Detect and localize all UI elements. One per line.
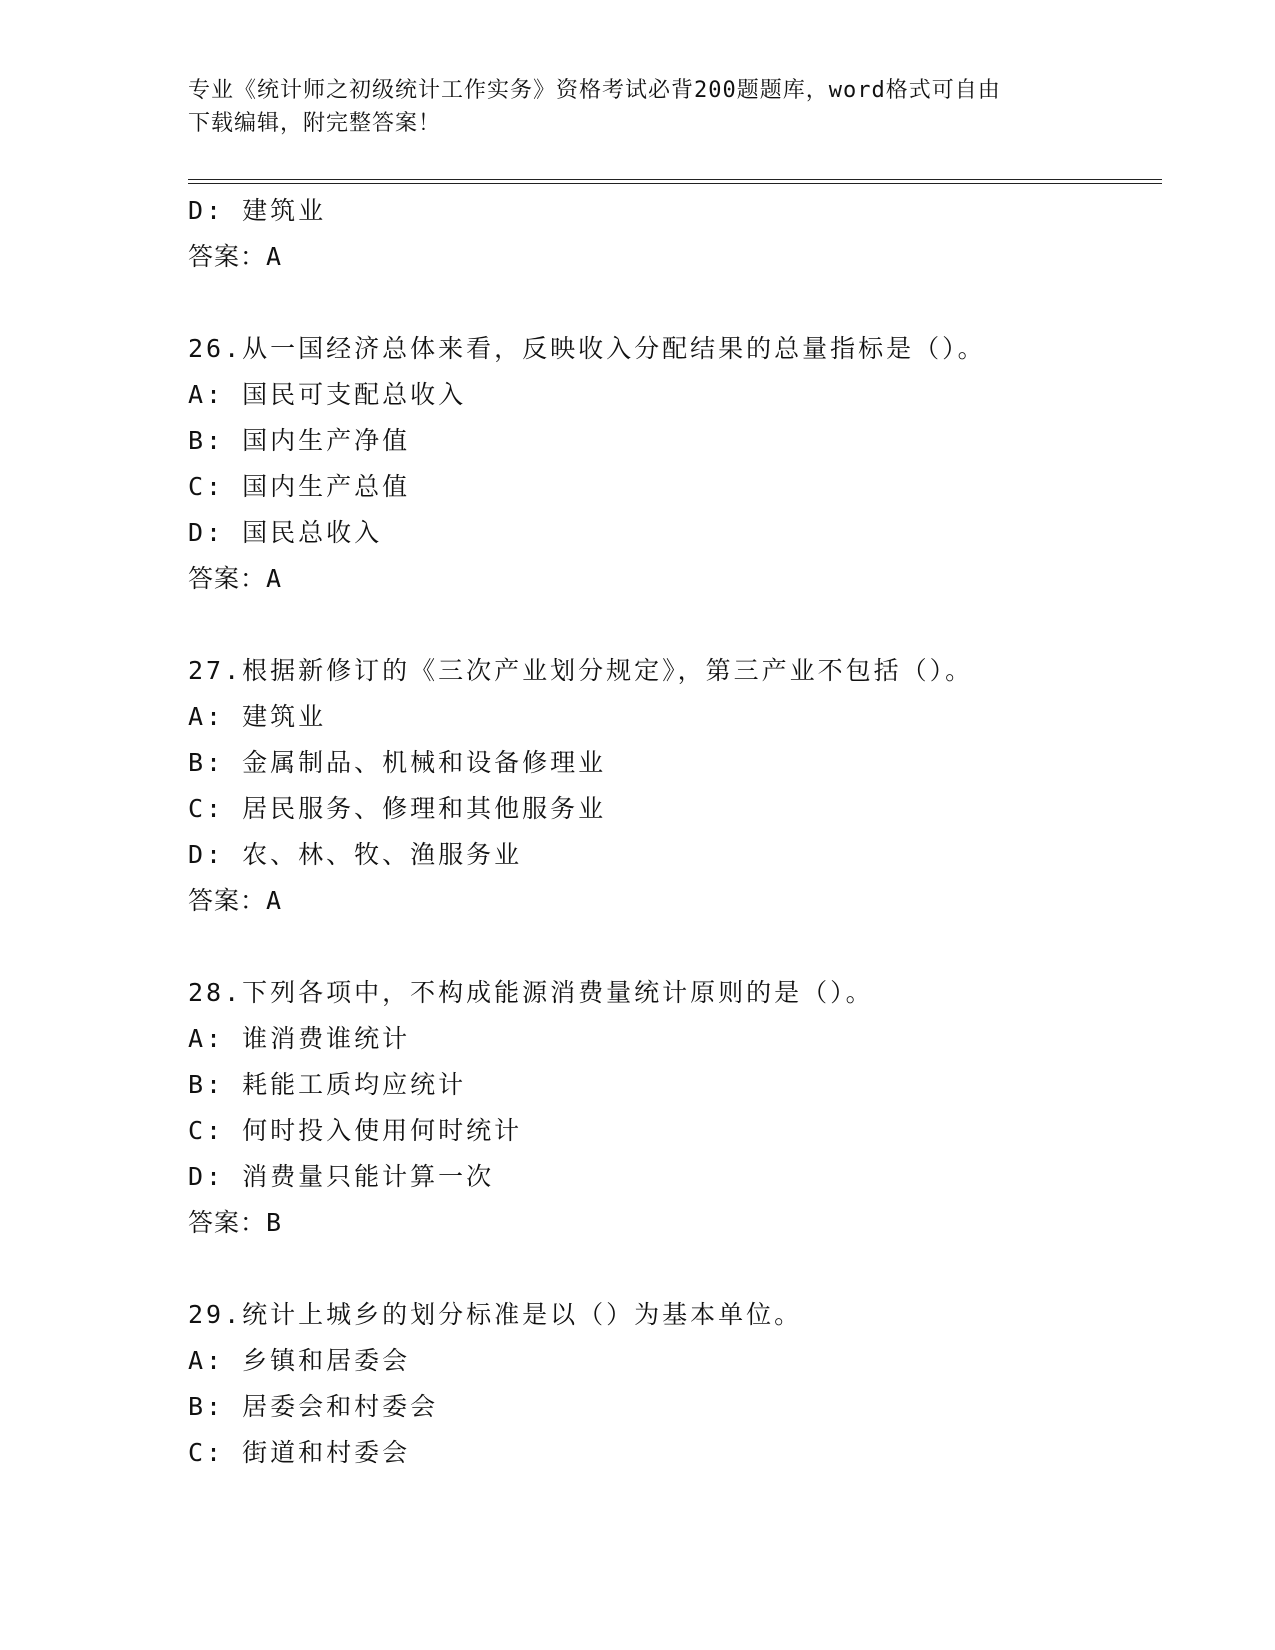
question-stem: 29.统计上城乡的划分标准是以（）为基本单位。 — [188, 1300, 803, 1329]
question-28 — [188, 970, 1162, 1246]
spacer — [188, 280, 1162, 326]
answer: 答案：A — [188, 242, 283, 271]
question-stem: 27.根据新修订的《三次产业划分规定》，第三产业不包括（）。 — [188, 656, 974, 685]
header-rule-top — [188, 179, 1162, 180]
option-c: C: 国内生产总值 — [188, 472, 411, 501]
option-a: A: 谁消费谁统计 — [188, 1024, 411, 1053]
option-b: B: 耗能工质均应统计 — [188, 1070, 467, 1099]
option-c: C: 何时投入使用何时统计 — [188, 1116, 523, 1145]
header-rule-bottom — [188, 183, 1162, 184]
option-c: C: 街道和村委会 — [188, 1438, 411, 1467]
option-a: A: 建筑业 — [188, 702, 327, 731]
option-b: B: 居委会和村委会 — [188, 1392, 439, 1421]
question-stem: 26.从一国经济总体来看，反映收入分配结果的总量指标是（）。 — [188, 334, 986, 363]
option-d: D: 农、林、牧、渔服务业 — [188, 840, 523, 869]
option-c: C: 居民服务、修理和其他服务业 — [188, 794, 607, 823]
option-a: A: 国民可支配总收入 — [188, 380, 467, 409]
option-d: D: 建筑业 — [188, 196, 327, 225]
question-stem: 28.下列各项中，不构成能源消费量统计原则的是（）。 — [188, 978, 874, 1007]
option-a: A: 乡镇和居委会 — [188, 1346, 411, 1375]
question-list — [188, 188, 1162, 1476]
answer: 答案：A — [188, 886, 283, 915]
option-d: D: 国民总收入 — [188, 518, 383, 547]
document-header — [188, 74, 1088, 140]
option-b: B: 国内生产净值 — [188, 426, 411, 455]
option-b: B: 金属制品、机械和设备修理业 — [188, 748, 607, 777]
question-26 — [188, 326, 1162, 602]
option-d: D: 消费量只能计算一次 — [188, 1162, 495, 1191]
header-line-2: 下载编辑，附完整答案！ — [188, 111, 442, 136]
question-29 — [188, 1292, 1162, 1476]
spacer — [188, 1246, 1162, 1292]
spacer — [188, 924, 1162, 970]
answer: 答案：B — [188, 1208, 283, 1237]
question-27 — [188, 648, 1162, 924]
spacer — [188, 602, 1162, 648]
header-line-1: 专业《统计师之初级统计工作实务》资格考试必背200题题库，word格式可自由 — [188, 78, 1001, 103]
answer: 答案：A — [188, 564, 283, 593]
